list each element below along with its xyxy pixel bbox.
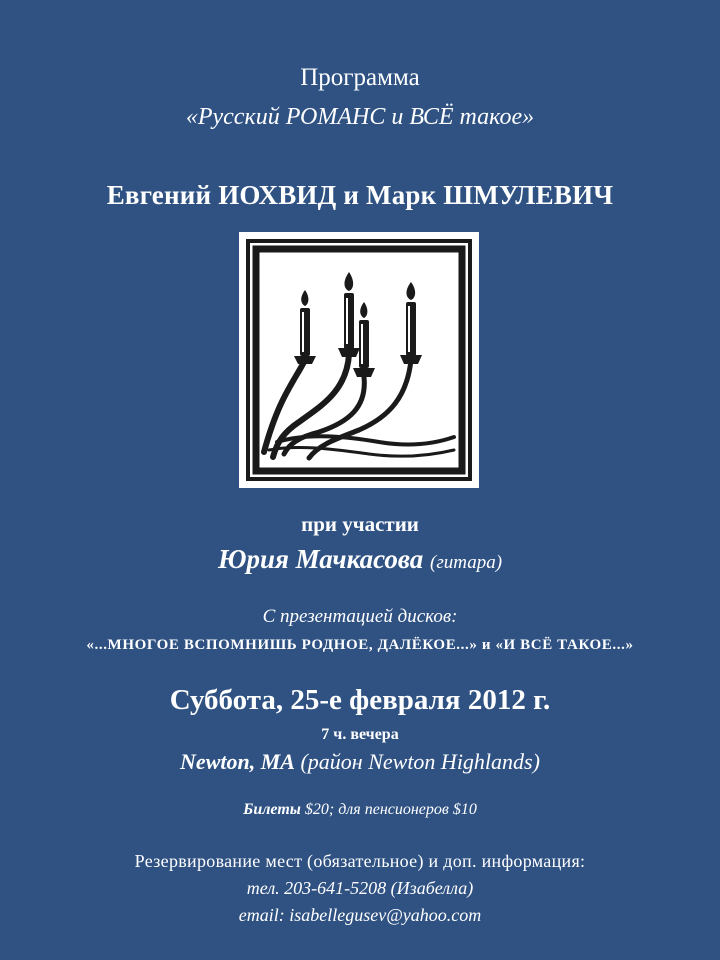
participation-label: при участии <box>301 512 419 536</box>
event-venue <box>0 749 720 775</box>
event-date: Суббота, 25-е февраля 2012 г. <box>169 684 551 716</box>
disc-title-1: «...МНОГОЕ ВСПОМНИШЬ РОДНОЕ, ДАЛЁКОЕ...» <box>86 637 478 653</box>
event-time: 7 ч. вечера <box>321 726 399 743</box>
venue-area: (район Newton Highlands) <box>300 749 540 774</box>
program-subtitle: «Русский РОМАНС и ВСЁ такое» <box>185 104 535 130</box>
candelabra-icon <box>239 232 479 488</box>
ticket-label: Билеты <box>243 801 301 818</box>
ticket-prices: $20; для пенсионеров $10 <box>304 801 477 818</box>
contact-phone: тел. 203-641-5208 (Изабелла) <box>246 878 474 898</box>
disc-title-2: «И ВСЁ ТАКОЕ...» <box>495 637 634 653</box>
disc-titles <box>0 637 720 654</box>
ticket-info <box>0 801 720 819</box>
presentation-intro: С презентацией дисков: <box>262 606 458 627</box>
performers-title: Евгений ИОХВИД и Марк ШМУЛЕВИЧ <box>106 180 614 210</box>
contact-email: email: isabellegusev@yahoo.com <box>238 905 482 925</box>
reservation-note: Резервирование мест (обязательное) и доп. информация: <box>134 851 586 871</box>
venue-city: Newton, MA <box>180 749 295 774</box>
guest-role: (гитара) <box>430 552 503 573</box>
guest-name: Юрия Мачкасова <box>217 544 424 574</box>
candelabra-emblem <box>239 232 479 488</box>
guest-line <box>0 544 720 575</box>
program-heading: Программа <box>300 64 420 91</box>
disc-conjunction: и <box>481 637 492 653</box>
